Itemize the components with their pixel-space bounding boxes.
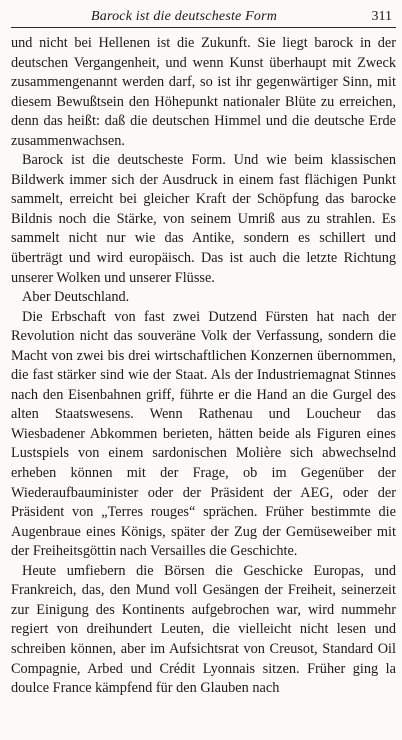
paragraph: Aber Deutschland. [22, 289, 130, 306]
paragraph: Heute umfiebern die Börsen die Geschicke Europas, und Frankreich, das, den Mund voll Gesängen der Freiheit, seinerzeit zur Einigung des Kontinents aufgebrochen war, wird nummehr regiert von dreihundert Leuten, die vielleicht nicht lesen und schreiben können, aber im Aufsichtsrat von Creusot, Standard Oil Compagnie, Arbed und Crédit Lyonnais sitzen. Früher ging la doulce France kämpfend für den Glauben nach [11, 562, 396, 697]
paragraph: Barock ist die deutscheste Form. Und wie beim klassischen Bildwerk immer sich der Ausdruck in einem fast flächigen Punkt sammelt, erreicht bei gleicher Kraft der Schöpfung das barocke Bildnis noch die Stärke, von seinem Umriß aus zu strahlen. Es sammelt nicht nur wie das Antike, sondern es schillert und überträgt und wird europäisch. Das ist auch die letzte Richtung unserer Wolken und unserer Flüsse. [11, 152, 396, 286]
page-header [11, 8, 396, 28]
paragraph: und nicht bei Hellenen ist die Zukunft. Sie liegt barock in der deutschen Vergangenheit, und wenn Kunst überhaupt mit Zweck zusammengenannt werden darf, so ist ihr gegenwärtiger Sinn, mit diesem Bewußtsein den Höhepunkt nationaler Blüte zu erreichen, denn das heißt: daß die deutschen Himmel und die deutsche Erde zusammenwachsen. [11, 35, 396, 149]
page-number: 311 [371, 9, 392, 24]
body-text [11, 34, 396, 699]
running-head: Barock ist die deutscheste Form [91, 9, 278, 24]
paragraph: Die Erbschaft von fast zwei Dutzend Fürsten hat nach der Revolution nicht das souveräne Volk der Verfassung, sondern die Macht von zwei bis drei wirtschaftlichen Konzernen übernommen, die fast stärker sind wie der Staat. Als der Industriemagnat Stinnes nach den Eisenbahnen griff, führte er die Hand an die Gurgel des alten Staatswesens. Wenn Rathenau und Loucheur das Wiesbadener Abkommen berieten, hätten beide als Figuren eines Lustspiels von einem sardonischen Molière sich abwechselnd erheben können mit der Frage, ob im Gegenüber der Wiederaufbauminister oder der Präsident der AEG, oder der Präsident von „Terres rouges“ sprächen. Früher bestimmte die Augenbraue eines Königs, später der Zug der Gemüseweiber mit der Freiheitsgöttin nach Versailles die Geschichte. [11, 308, 396, 560]
